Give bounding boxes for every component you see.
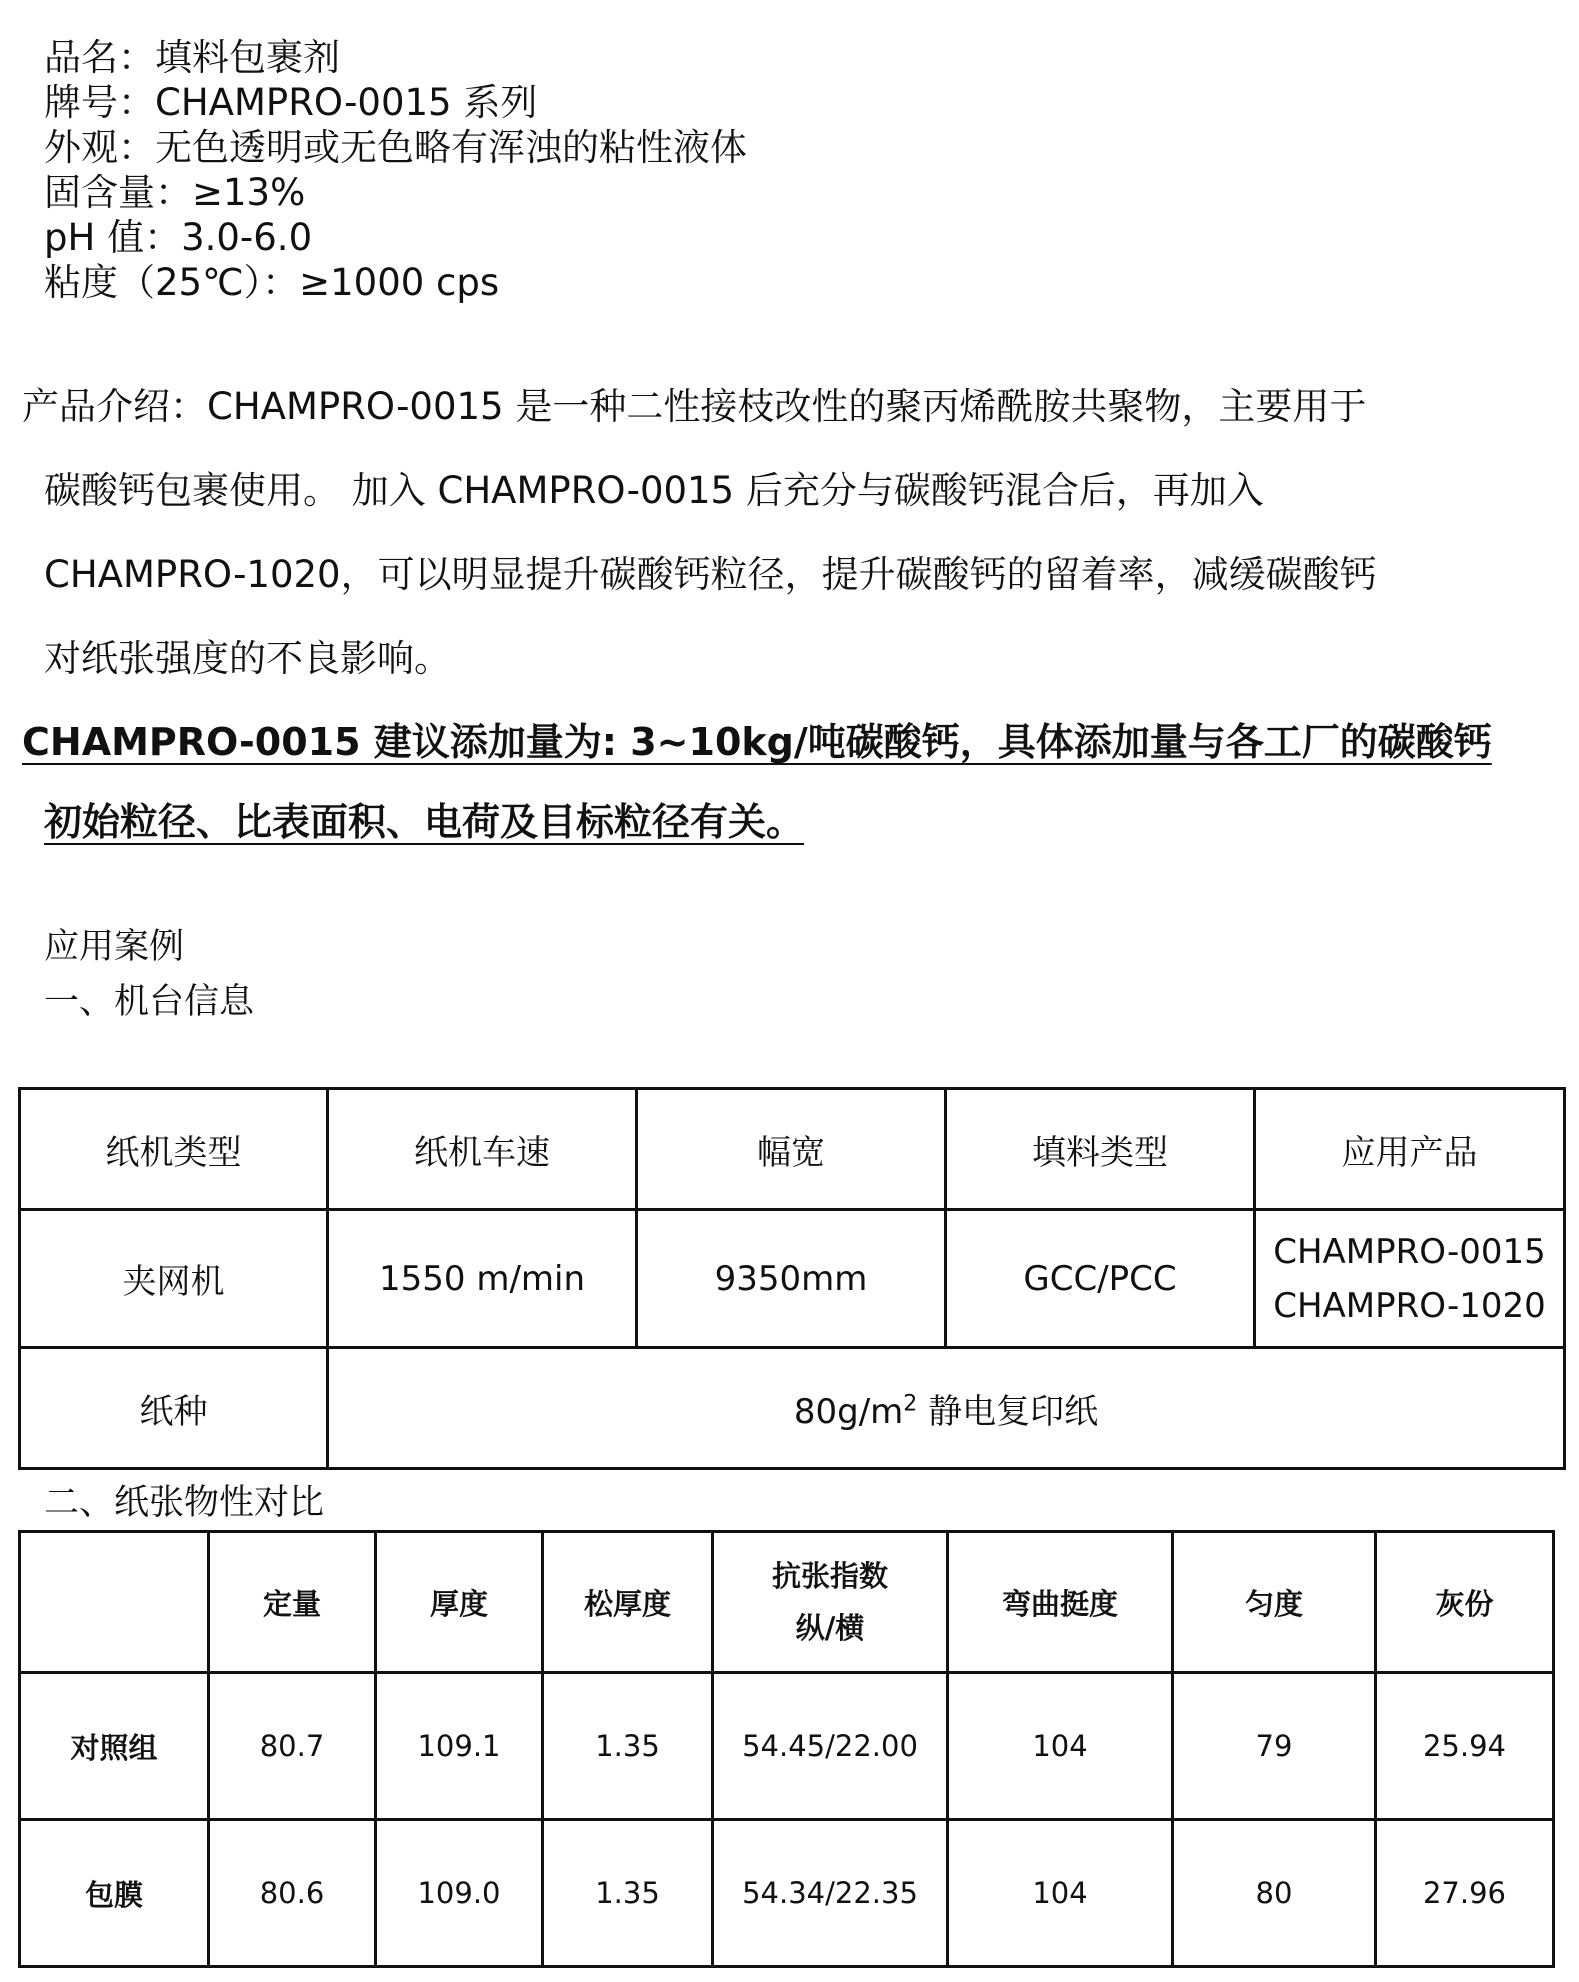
cell-machine-type: 夹网机 — [20, 1210, 328, 1348]
header-empty — [20, 1532, 209, 1673]
machine-info-table — [18, 1087, 1566, 1470]
header-filler-type: 填料类型 — [946, 1089, 1255, 1210]
header-width: 幅宽 — [637, 1089, 946, 1210]
spec-appearance: 外观：无色透明或无色略有浑浊的粘性液体 — [44, 126, 747, 169]
product-item: CHAMPRO-0015 — [1273, 1231, 1546, 1272]
table-cell: 109.1 — [376, 1673, 543, 1820]
section-machine-info-title: 一、机台信息 — [44, 982, 255, 1022]
dosage-line: 初始粒径、比表面积、电荷及目标粒径有关。 — [44, 800, 805, 844]
property-comparison-table — [18, 1530, 1555, 1968]
header-thickness: 厚度 — [376, 1532, 543, 1673]
spec-ph: pH 值：3.0-6.0 — [44, 216, 313, 259]
table-cell: 79 — [1173, 1673, 1376, 1820]
paper-grade-basis: 80g/m — [793, 1391, 904, 1432]
table-cell: 25.94 — [1376, 1673, 1554, 1820]
intro-line: CHAMPRO-1020，可以明显提升碳酸钙粒径，提升碳酸钙的留着率，减缓碳酸钙 — [44, 553, 1377, 596]
table-cell: 80.7 — [209, 1673, 376, 1820]
table-row — [20, 1820, 1554, 1967]
table-cell: 1.35 — [543, 1820, 713, 1967]
intro-line: 对纸张强度的不良影响。 — [44, 637, 451, 680]
header-formation: 匀度 — [1173, 1532, 1376, 1673]
row-label-coated: 包膜 — [20, 1820, 209, 1967]
table-cell: 54.34/22.35 — [713, 1820, 948, 1967]
tensile-index-label: 抗张指数 — [771, 1559, 888, 1593]
intro-line: 碳酸钙包裹使用。 加入 CHAMPRO-0015 后充分与碳酸钙混合后，再加入 — [44, 469, 1264, 512]
header-bulk: 松厚度 — [543, 1532, 713, 1673]
cell-paper-grade-value — [328, 1348, 1565, 1469]
table-cell: 104 — [948, 1820, 1173, 1967]
intro-line: 产品介绍：CHAMPRO-0015 是一种二性接枝改性的聚丙烯酰胺共聚物，主要用于 — [22, 385, 1367, 428]
header-tensile-index — [713, 1532, 948, 1673]
header-applied-product: 应用产品 — [1255, 1089, 1565, 1210]
header-basis-weight: 定量 — [209, 1532, 376, 1673]
cell-filler-type: GCC/PCC — [946, 1210, 1255, 1348]
paper-grade-type: 静电复印纸 — [917, 1391, 1099, 1432]
header-machine-type: 纸机类型 — [20, 1089, 328, 1210]
cell-width: 9350mm — [637, 1210, 946, 1348]
table-cell: 1.35 — [543, 1673, 713, 1820]
row-label-control: 对照组 — [20, 1673, 209, 1820]
product-item: CHAMPRO-1020 — [1273, 1285, 1546, 1326]
paper-grade-superscript: 2 — [903, 1391, 918, 1417]
header-ash: 灰份 — [1376, 1532, 1554, 1673]
table-cell: 80.6 — [209, 1820, 376, 1967]
header-machine-speed: 纸机车速 — [328, 1089, 637, 1210]
spec-grade: 牌号：CHAMPRO-0015 系列 — [44, 81, 538, 124]
cell-machine-speed: 1550 m/min — [328, 1210, 637, 1348]
dosage-line: CHAMPRO-0015 建议添加量为: 3~10kg/吨碳酸钙，具体添加量与各工厂的碳酸钙 — [22, 720, 1492, 764]
tensile-index-sub: 纵/横 — [795, 1611, 865, 1645]
section-property-comparison-title: 二、纸张物性对比 — [44, 1483, 325, 1523]
header-bending-stiffness: 弯曲挺度 — [948, 1532, 1173, 1673]
spec-viscosity: 粘度（25℃）：≥1000 cps — [44, 261, 500, 304]
table-cell: 27.96 — [1376, 1820, 1554, 1967]
table-row — [20, 1673, 1554, 1820]
product-introduction — [22, 374, 1542, 710]
application-title: 应用案例 — [44, 927, 185, 967]
table-cell: 80 — [1173, 1820, 1376, 1967]
cell-paper-grade-label: 纸种 — [20, 1348, 328, 1469]
table-cell: 104 — [948, 1673, 1173, 1820]
cell-applied-products — [1255, 1210, 1565, 1348]
dosage-recommendation — [22, 710, 1552, 870]
table-cell: 54.45/22.00 — [713, 1673, 948, 1820]
table-cell: 109.0 — [376, 1820, 543, 1967]
spec-product-name: 品名：填料包裹剂 — [44, 36, 340, 79]
spec-solid-content: 固含量：≥13% — [44, 171, 306, 214]
